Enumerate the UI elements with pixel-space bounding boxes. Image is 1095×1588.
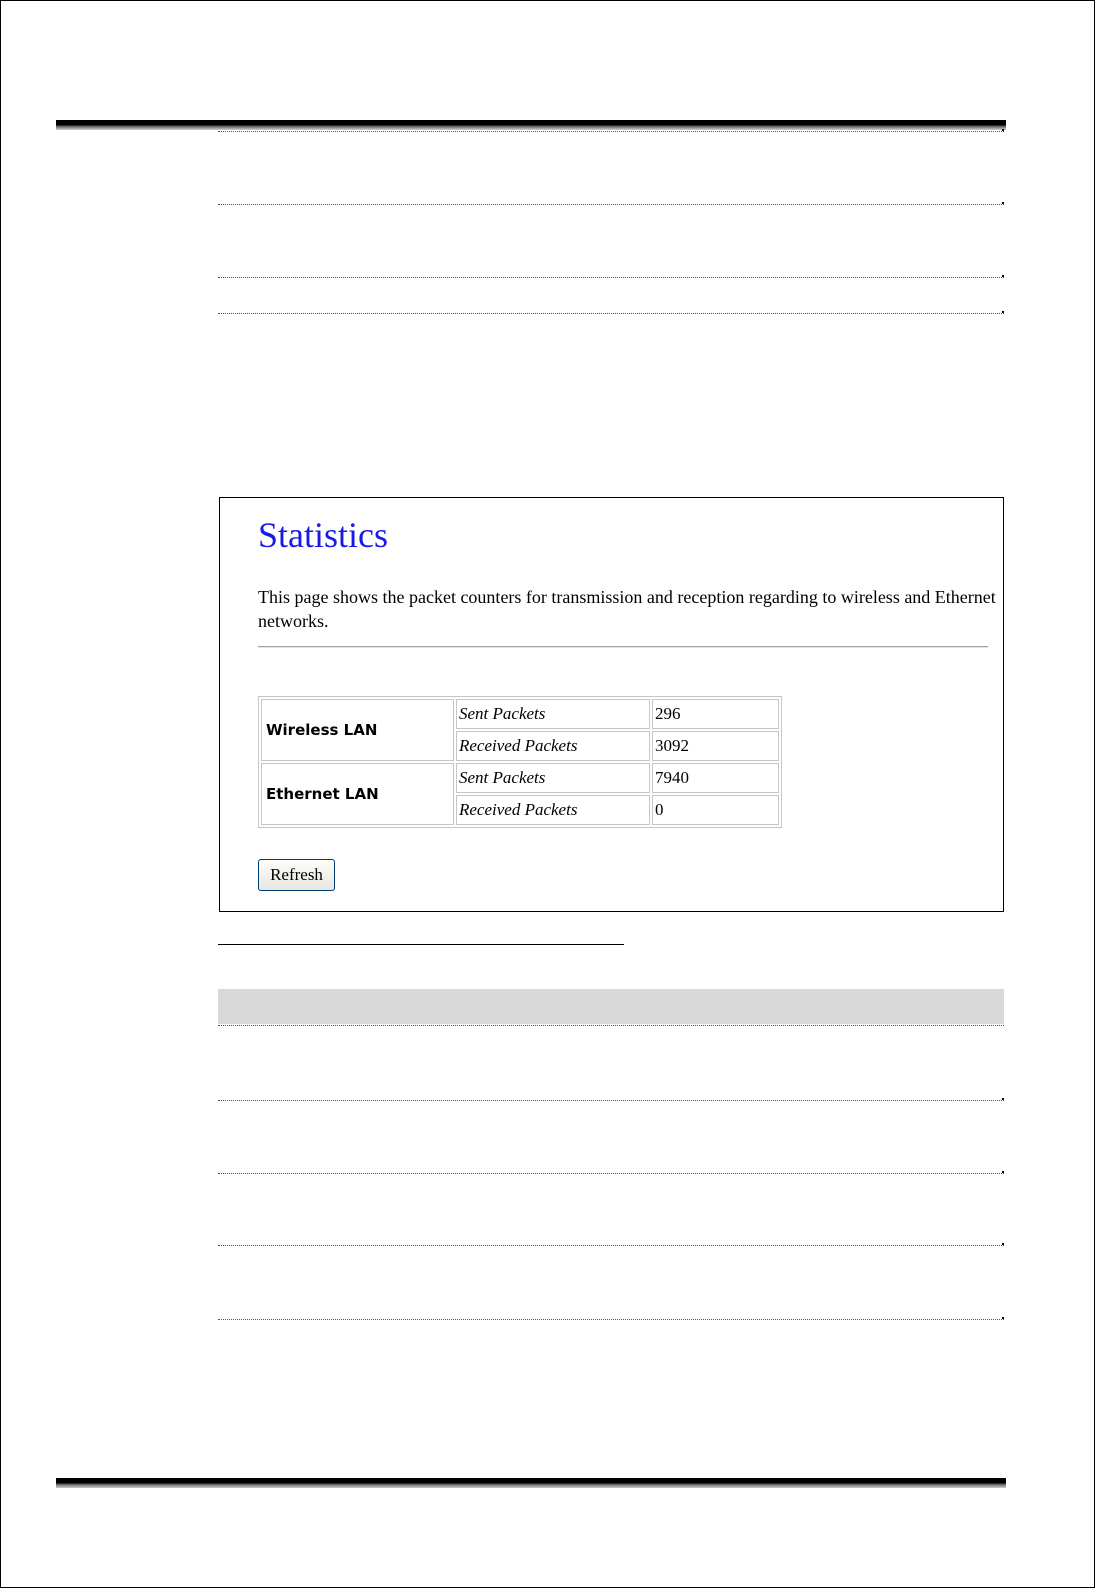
table-row	[261, 699, 779, 729]
section-divider	[218, 204, 1004, 205]
section-divider	[218, 1245, 1004, 1246]
wireless-sent-packets-label: Sent Packets	[456, 699, 650, 729]
section-divider	[218, 313, 1004, 314]
section-divider	[218, 1319, 1004, 1320]
wireless-received-packets-value: 3092	[652, 731, 779, 761]
footer-rule	[56, 1478, 1006, 1488]
page-description: This page shows the packet counters for transmission and reception regarding to wireless and Ethernet networks.	[258, 587, 996, 631]
caption-underline	[218, 944, 624, 945]
ethernet-sent-packets-value: 7940	[652, 763, 779, 793]
ethernet-received-packets-value: 0	[652, 795, 779, 825]
ethernet-received-packets-label: Received Packets	[456, 795, 650, 825]
ethernet-lan-label: Ethernet LAN	[261, 763, 454, 825]
page-title: Statistics	[258, 515, 389, 555]
divider	[258, 646, 988, 648]
section-divider	[218, 277, 1004, 278]
wireless-lan-label: Wireless LAN	[261, 699, 454, 761]
ethernet-sent-packets-label: Sent Packets	[456, 763, 650, 793]
statistics-screenshot	[219, 497, 1004, 912]
section-divider	[218, 131, 1004, 132]
wireless-sent-packets-value: 296	[652, 699, 779, 729]
refresh-button[interactable]: Refresh	[258, 859, 335, 891]
header-rule	[56, 120, 1006, 130]
statistics-table	[258, 696, 782, 828]
table-header-bar	[218, 989, 1004, 1024]
section-divider	[218, 1173, 1004, 1174]
section-divider	[218, 1100, 1004, 1101]
wireless-received-packets-label: Received Packets	[456, 731, 650, 761]
table-row	[261, 763, 779, 793]
